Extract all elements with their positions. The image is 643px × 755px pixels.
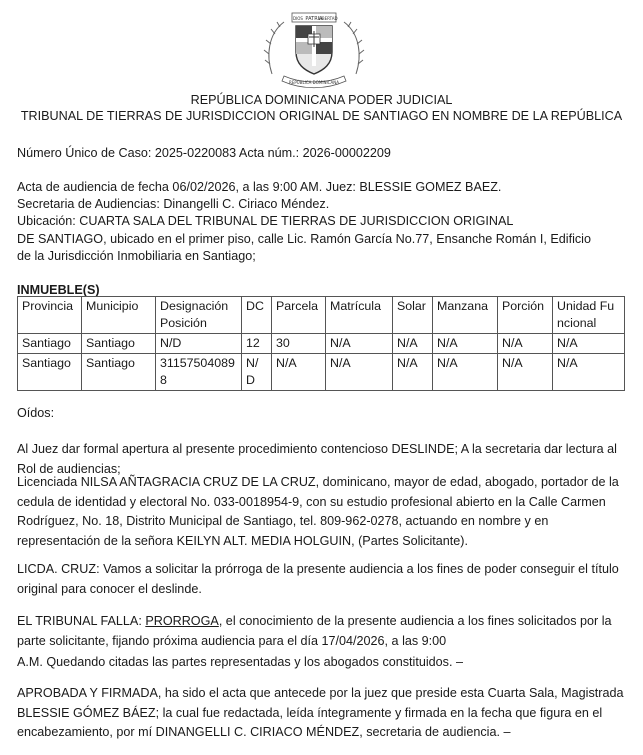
col-solar: Solar [393, 297, 433, 334]
table-cell: Santiago [82, 354, 156, 391]
table-cell: N/A [498, 334, 553, 354]
paragraph-fallo [17, 612, 629, 651]
table-cell: 311575040898 [156, 354, 242, 391]
table-cell: 12 [242, 334, 272, 354]
acta-line-secretary: Secretaria de Audiencias: Dinangelli C. Ciriaco Méndez. [17, 197, 330, 211]
table-cell: N/D [156, 334, 242, 354]
col-municipio: Municipio [82, 297, 156, 334]
table-cell: N/A [272, 354, 326, 391]
table-cell: N/A [553, 334, 625, 354]
table-cell: N/D [242, 354, 272, 391]
table-cell: N/A [498, 354, 553, 391]
col-matricula: Matrícula [326, 297, 393, 334]
case-number: Número Único de Caso: 2025-0220083 Acta núm.: 2026-00002209 [17, 146, 391, 160]
svg-text:REPÚBLICA DOMINICANA: REPÚBLICA DOMINICANA [289, 80, 339, 85]
inmueble-heading: INMUEBLE(S) [17, 283, 100, 297]
acta-line-building: de la Jurisdicción Inmobiliaria en Santiago; [17, 249, 256, 263]
fallo-prefix: EL TRIBUNAL FALLA: [17, 614, 146, 628]
col-designacion: Designación Posición [156, 297, 242, 334]
table-cell: N/A [393, 334, 433, 354]
svg-text:LIBERTAD: LIBERTAD [318, 16, 338, 21]
table-cell: Santiago [82, 334, 156, 354]
paragraph-licenciada: Licenciada NILSA AÑTAGRACIA CRUZ DE LA CRUZ, dominicano, mayor de edad, abogado, portador de la cedula de identidad y electoral No. 033-0018954-9, con su estudio profesional abierto en la Calle Carmen Rodríguez, No. 18, Distrito Municipal de Santiago, tel. 809-962-0278, actuando en nombre y en representación de la señora KEILYN ALT. MEDIA HOLGUIN, (Partes Solicitante). [17, 475, 619, 548]
header-title: REPÚBLICA DOMINICANA PODER JUDICIAL [190, 93, 453, 107]
table-cell: Santiago [18, 334, 82, 354]
oidos-label: Oídos: [17, 406, 55, 420]
table-cell: N/A [326, 334, 393, 354]
svg-text:DIOS: DIOS [293, 16, 303, 21]
col-unidad-funcional: Unidad Funcional [553, 297, 625, 334]
col-dc: DC [242, 297, 272, 334]
table-cell: N/A [433, 334, 498, 354]
col-porcion: Porción [498, 297, 553, 334]
coat-of-arms-seal [262, 4, 366, 90]
paragraph-aprobada: APROBADA Y FIRMADA, ha sido el acta que antecede por la juez que preside esta Cuarta Sala, Magistrada BLESSIE GÓMEZ BÁEZ; la cual fue redactada, leída íntegramente y firmada en la fecha que figura en el encabezamiento, por mí DINANGELLI C. CIRIACO MÉNDEZ, secretaria de audiencia. – [17, 686, 624, 739]
col-provincia: Provincia [18, 297, 82, 334]
header-subtitle: TRIBUNAL DE TIERRAS DE JURISDICCION ORIGINAL DE SANTIAGO EN NOMBRE DE LA REPÚBLICA [20, 109, 623, 123]
table-cell: N/A [393, 354, 433, 391]
col-manzana: Manzana [433, 297, 498, 334]
table-row [18, 334, 625, 354]
table-cell: 30 [272, 334, 326, 354]
fallo-rest: , el conocimiento de la presente audiencia a los fines solicitados por la parte solicitante, fijando próxima audiencia para el día 17/04/2026, a las 9:00 [17, 614, 612, 648]
acta-line-location: Ubicación: CUARTA SALA DEL TRIBUNAL DE TIERRAS DE JURISDICCION ORIGINAL [17, 214, 514, 228]
table-cell: N/A [326, 354, 393, 391]
svg-text:PATRIA: PATRIA [305, 16, 323, 22]
paragraph-solicitud: LICDA. CRUZ: Vamos a solicitar la prórroga de la presente audiencia a los fines de poder conseguir el título original para conocer el deslinde. [17, 562, 619, 596]
fallo-keyword: PRORROGA [145, 614, 219, 628]
fallo-citation-line: A.M. Quedando citadas las partes representadas y los abogados constituidos. – [17, 655, 463, 669]
table-header-row [18, 297, 625, 334]
table-cell: Santiago [18, 354, 82, 391]
col-parcela: Parcela [272, 297, 326, 334]
table-row [18, 354, 625, 391]
acta-line-address: DE SANTIAGO, ubicado en el primer piso, calle Lic. Ramón García No.77, Ensanche Román I, Edificio [17, 232, 591, 246]
inmueble-table [17, 296, 625, 391]
table-cell: N/A [553, 354, 625, 391]
table-cell: N/A [433, 354, 498, 391]
paragraph-apertura: Al Juez dar formal apertura al presente procedimiento contencioso DESLINDE; A la secretaria dar lectura al Rol de audiencias; [17, 442, 617, 476]
acta-line-date: Acta de audiencia de fecha 06/02/2026, a las 9:00 AM. Juez: BLESSIE GOMEZ BAEZ. [17, 180, 502, 194]
